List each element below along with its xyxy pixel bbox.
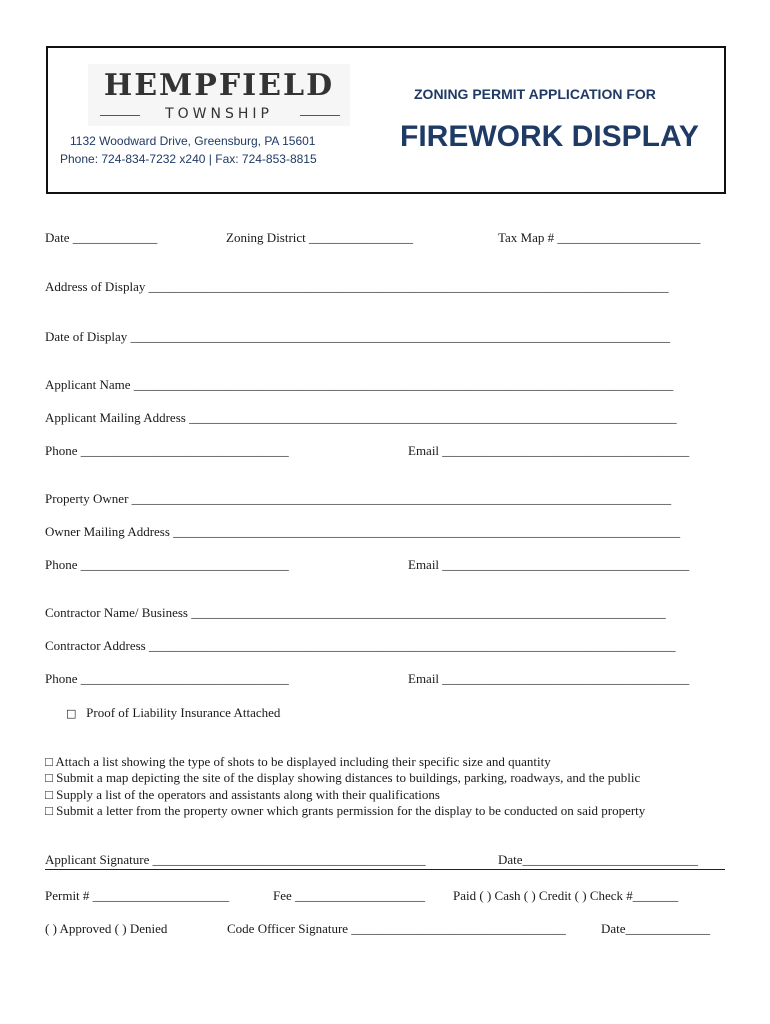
checklist-item-operators[interactable]: □ Supply a list of the operators and assistants along with their qualifications [45, 787, 440, 802]
application-for-heading: ZONING PERMIT APPLICATION FOR [414, 86, 656, 102]
code-officer-signature-field[interactable]: Code Officer Signature _________________________________ [227, 921, 566, 936]
applicant-name-field[interactable]: Applicant Name ___________________________________________________________________________________ [45, 377, 674, 392]
office-use-divider [45, 869, 725, 870]
applicant-phone-field[interactable]: Phone ________________________________ [45, 443, 289, 458]
insurance-checkbox[interactable]: □ [66, 707, 77, 720]
checklist-item-map[interactable]: □ Submit a map depicting the site of the display showing distances to buildings, parking, roadways, and the public [45, 770, 641, 785]
contractor-email-field[interactable]: Email ______________________________________ [408, 671, 690, 686]
contractor-name-field[interactable]: Contractor Name/ Business _________________________________________________________________________ [45, 605, 666, 620]
date-field[interactable]: Date _____________ [45, 230, 158, 245]
code-officer-date-field[interactable]: Date_____________ [601, 921, 711, 936]
township-address: 1132 Woodward Drive, Greensburg, PA 15601 [70, 134, 316, 148]
logo-subtitle: TOWNSHIP [165, 106, 273, 122]
contractor-phone-field[interactable]: Phone ________________________________ [45, 671, 289, 686]
township-logo [88, 64, 350, 126]
date-of-display-field[interactable]: Date of Display ___________________________________________________________________________________ [45, 329, 671, 344]
owner-phone-field[interactable]: Phone ________________________________ [45, 557, 289, 572]
insurance-row [66, 705, 280, 721]
address-of-display-field[interactable]: Address of Display ________________________________________________________________________________ [45, 279, 669, 294]
insurance-label: Proof of Liability Insurance Attached [86, 705, 281, 720]
tax-map-field[interactable]: Tax Map # ______________________ [498, 230, 701, 245]
permit-number-field[interactable]: Permit # _____________________ [45, 888, 230, 903]
applicant-signature-field[interactable]: Applicant Signature __________________________________________ [45, 852, 426, 867]
logo-name: HEMPFIELD [103, 68, 335, 103]
applicant-mailing-address-field[interactable]: Applicant Mailing Address ___________________________________________________________________________ [45, 410, 677, 425]
township-phone-fax: Phone: 724-834-7232 x240 | Fax: 724-853-8815 [60, 152, 317, 166]
payment-method-field[interactable]: Paid ( ) Cash ( ) Credit ( ) Check #_______ [453, 888, 679, 903]
property-owner-field[interactable]: Property Owner ___________________________________________________________________________________ [45, 491, 672, 506]
header-box [46, 46, 726, 194]
approval-status-field[interactable]: ( ) Approved ( ) Denied [45, 921, 168, 936]
owner-mailing-address-field[interactable]: Owner Mailing Address ______________________________________________________________________________ [45, 524, 681, 539]
logo-rule-right [300, 115, 340, 116]
signature-date-field[interactable]: Date___________________________ [498, 852, 699, 867]
applicant-email-field[interactable]: Email ______________________________________ [408, 443, 690, 458]
checklist-item-shots[interactable]: □ Attach a list showing the type of shots to be displayed including their specific size and quantity [45, 754, 551, 769]
zoning-district-field[interactable]: Zoning District ________________ [226, 230, 414, 245]
fee-field[interactable]: Fee ____________________ [273, 888, 426, 903]
contractor-address-field[interactable]: Contractor Address _________________________________________________________________________________ [45, 638, 676, 653]
owner-email-field[interactable]: Email ______________________________________ [408, 557, 690, 572]
document-title: FIREWORK DISPLAY [400, 120, 699, 153]
checklist-item-owner-letter[interactable]: □ Submit a letter from the property owner which grants permission for the display to be conducted on said property [45, 803, 646, 818]
